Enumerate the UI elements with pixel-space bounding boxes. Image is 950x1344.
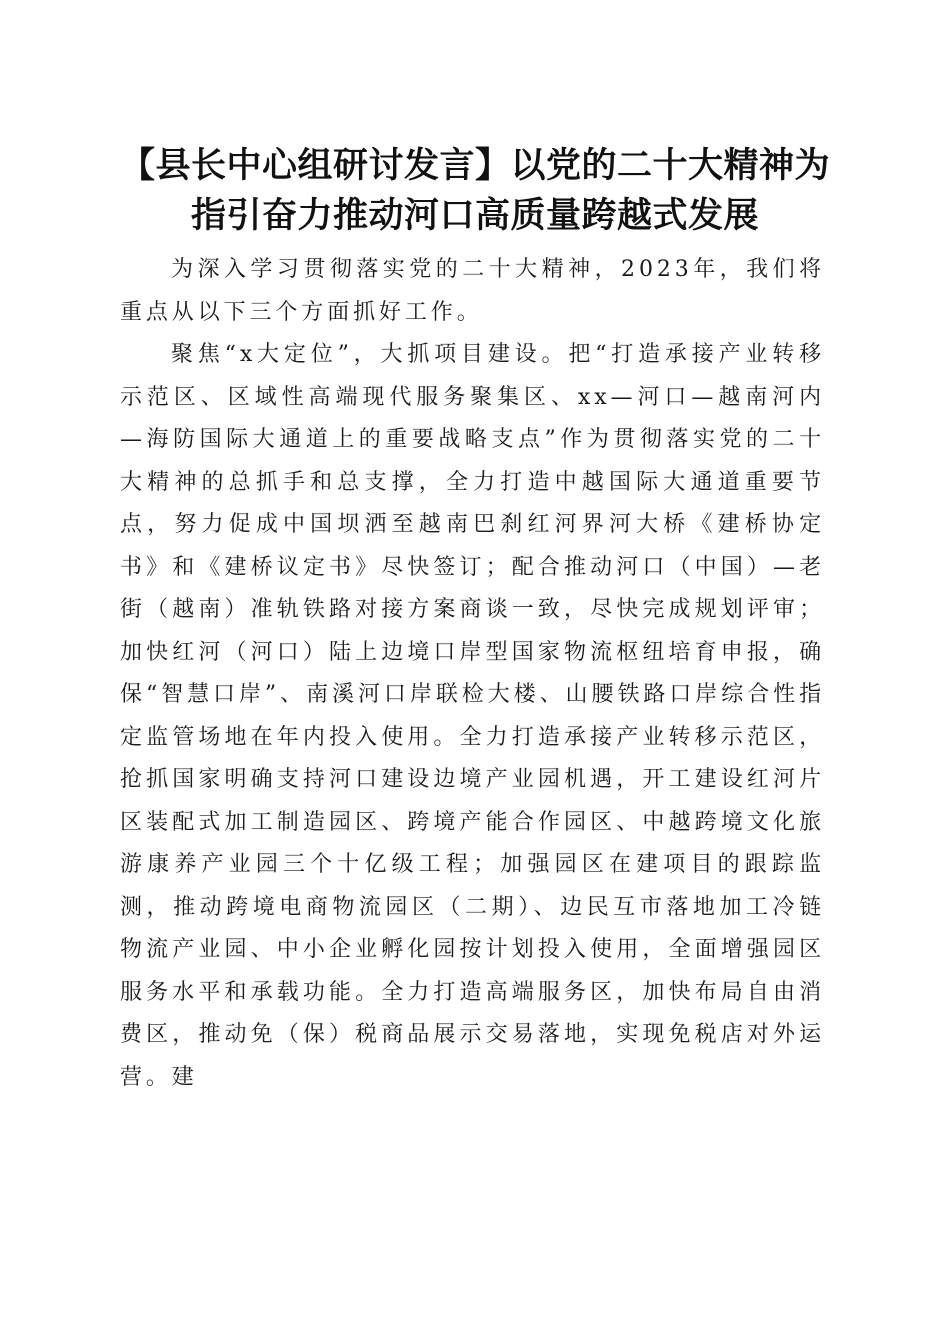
intro-paragraph: 为深入学习贯彻落实党的二十大精神，2023年，我们将重点从以下三个方面抓好工作。 <box>120 257 825 325</box>
document-body <box>120 249 825 1099</box>
title-line-2: 指引奋力推动河口高质量跨越式发展 <box>190 195 759 236</box>
section-paragraph: 聚焦“x大定位”，大抓项目建设。把“打造承接产业转移示范区、区域性高端现代服务聚集区、xx—河口—越南河内—海防国际大通道上的重要战略支点”作为贯彻落实党的二十大精神的总抓手和总支撑，全力打造中越国际大通道重要节点，努力促成中国坝洒至越南巴刹红河界河大桥《建桥协定书》和《建桥议定书》尽快签订；配合推动河口（中国）—老街（越南）准轨铁路对接方案商谈一致，尽快完成规划评审；加快红河（河口）陆上边境口岸型国家物流枢纽培育申报，确保“智慧口岸”、南溪河口岸联检大楼、山腰铁路口岸综合性指定监管场地在年内投入使用。全力打造承接产业转移示范区，抢抓国家明确支持河口建设边境产业园机遇，开工建设红河片区装配式加工制造园区、跨境产能合作园区、中越跨境文化旅游康养产业园三个十亿级工程；加强园区在建项目的跟踪监测，推动跨境电商物流园区（二期）、边民互市落地加工冷链物流产业园、中小企业孵化园按计划投入使用，全面增强园区服务水平和承载功能。全力打造高端服务区，加快布局自由消费区，推动免（保）税商品展示交易落地，实现免税店对外运营。建 <box>120 342 825 1090</box>
title-line-1: 【县长中心组研讨发言】以党的二十大精神为 <box>119 145 830 186</box>
document-title <box>100 141 850 241</box>
